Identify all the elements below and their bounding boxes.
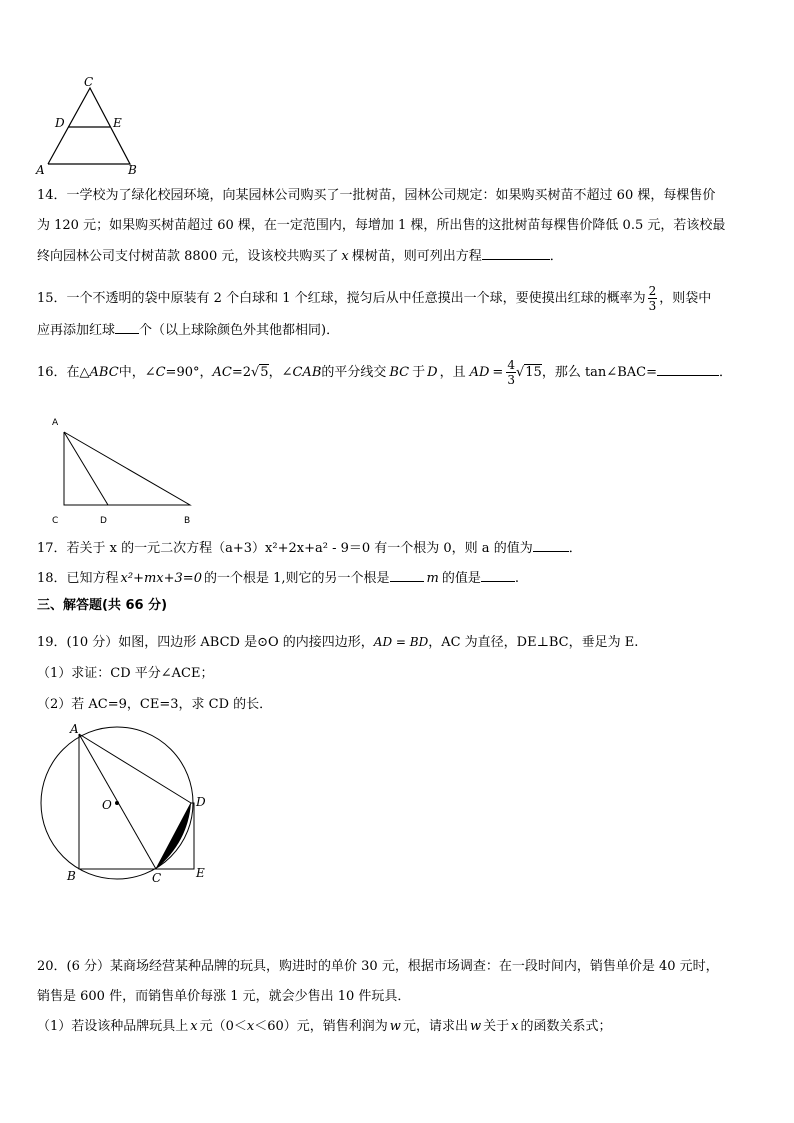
- q14-line3-text-a: 终向园林公司支付树苗款 8800 元，设该校共购买了: [37, 249, 339, 264]
- label-a2: A: [52, 418, 59, 428]
- q19-sub1: （1）求证：CD 平分∠ACE；: [37, 666, 214, 681]
- q15-line1: [37, 284, 711, 313]
- q16-text-8: ，且: [439, 365, 466, 380]
- q18-end: .: [514, 571, 519, 586]
- q20-s1-text-f: 的函数关系式；: [520, 1019, 612, 1034]
- label-d: D: [55, 116, 65, 130]
- q19-text-b: ，AC 为直径，DE⊥BC，垂足为 E.: [428, 635, 639, 650]
- q17-end: ．: [568, 541, 582, 556]
- q16-frac-den: 3: [507, 373, 515, 387]
- right-triangle-outline: [64, 432, 190, 505]
- q18-answer-blank-1[interactable]: [390, 581, 424, 582]
- q17-text: 17．若关于 x 的一元二次方程（a+3）x²+2x+a² - 9＝0 有一个根为 0，则 a 的值为: [37, 541, 533, 556]
- q16-text-3: =90°，: [165, 365, 213, 380]
- q20-w2: w: [469, 1019, 482, 1034]
- q15-answer-blank[interactable]: [115, 333, 139, 334]
- label-d2: D: [100, 516, 107, 526]
- q18-equation: x²+mx+3=0: [120, 571, 202, 586]
- label-a: A: [36, 163, 45, 177]
- q16-ac: AC: [212, 365, 232, 380]
- q18-answer-blank-2[interactable]: [481, 581, 515, 582]
- label-c: C: [84, 75, 94, 89]
- q19-text-a: 19．(10 分）如图，四边形 ABCD 是⊙O 的内接四边形，: [37, 635, 374, 650]
- q20-x3: x: [511, 1019, 519, 1034]
- label-e: E: [113, 116, 122, 130]
- q16-text-4: =2: [231, 365, 251, 380]
- q16-abc: ABC: [89, 365, 119, 380]
- label-b3: B: [67, 869, 76, 883]
- label-e3: E: [196, 866, 205, 880]
- q20-s1-text-b: 元（0＜: [199, 1019, 247, 1034]
- q16-d: D: [427, 365, 438, 380]
- q20-s1-text-d: 元，请求出: [402, 1019, 468, 1034]
- q15-line1-text-b: ，则袋中: [659, 291, 712, 306]
- q20-sub1: [37, 1019, 611, 1035]
- q18-text-a: 18．已知方程: [37, 571, 119, 586]
- q14-answer-blank[interactable]: [482, 259, 550, 260]
- q16-text-1: 16．在△: [37, 365, 90, 380]
- q18-text-b: 的一个根是 1,则它的另一个根是: [203, 571, 390, 586]
- q15-line1-text-a: 15．一个不透明的袋中原装有 2 个白球和 1 个红球，搅匀后从中任意摸出一个球，要使摸出红球的概率为: [37, 291, 646, 306]
- q19-sub2: （2）若 AC=9，CE=3，求 CD 的长．: [37, 697, 273, 712]
- q16-cab: CAB: [292, 365, 322, 380]
- q15-fraction: [648, 284, 658, 313]
- label-c3: C: [152, 871, 162, 884]
- q20-x1: x: [190, 1019, 198, 1034]
- section-heading: 三、解答题(共 66 分): [37, 598, 168, 613]
- q16-bc: BC: [389, 365, 410, 380]
- q16-frac-num: 4: [507, 358, 515, 372]
- q16-answer-blank[interactable]: [657, 375, 719, 376]
- q20-w1: w: [389, 1019, 401, 1034]
- q16-line: 16．在△ABC中，∠C=90°，AC=2√5，∠CAB的平分线交 BC 于 D ，且 AD = $\frac{4}{3}$ √15，那么 tan∠BAC= ．: [37, 358, 732, 387]
- label-b: B: [128, 163, 137, 177]
- q18-m: m: [426, 571, 439, 586]
- right-triangle-figure: [44, 412, 204, 530]
- label-c2: C: [52, 516, 59, 526]
- q15-frac-den: 3: [648, 299, 657, 313]
- q20-x2: x: [246, 1019, 255, 1034]
- q17-answer-blank[interactable]: [533, 551, 569, 552]
- label-b2: B: [184, 516, 191, 526]
- q16-text-5: ，∠: [268, 365, 293, 380]
- q20-line1: 20．(6 分）某商场经营某种品牌的玩具，购进时的单价 30 元，根据市场调查：在一段时间内，销售单价是 40 元时，: [37, 959, 719, 974]
- q20-s1-text-a: （1）若设该种品牌玩具上: [37, 1019, 189, 1034]
- q20-s1-text-c: ＜60）元，销售利润为: [254, 1019, 388, 1034]
- q14-var-x: x: [341, 249, 349, 264]
- q15-line2: [37, 323, 339, 339]
- triangle-figure: [30, 74, 150, 178]
- q17-line: [37, 541, 582, 557]
- q16-c: C: [155, 365, 166, 380]
- q16-text-7: 于: [412, 365, 426, 380]
- q20-s1-text-e: 关于: [483, 1019, 510, 1034]
- circle-figure: [36, 722, 216, 884]
- q16-ad: AD: [469, 365, 490, 380]
- q16-sqrt5: 5: [260, 365, 269, 380]
- q16-bac: BAC: [617, 365, 647, 380]
- q16-text-9: ，那么 tan∠: [541, 365, 618, 380]
- segment-ad: [64, 432, 108, 505]
- q16-sqrt15: 15: [525, 365, 542, 380]
- q20-line2: 销售是 600 件，而销售单价每涨 1 元，就会少售出 10 件玩具．: [37, 989, 411, 1004]
- q16-eq: =: [492, 365, 504, 380]
- q16-text-6: 的平分线交: [321, 365, 387, 380]
- q15-frac-num: 2: [648, 284, 657, 298]
- q14-line3-end: ．: [549, 249, 563, 264]
- q19-line: [37, 629, 638, 653]
- label-d3: D: [196, 795, 206, 809]
- center-dot: [115, 801, 119, 805]
- q16-text-2: 中，∠: [118, 365, 156, 380]
- q19-arc-equation: AD = BD: [373, 635, 429, 649]
- q18-line: [37, 571, 519, 587]
- q14-line1: 14．一学校为了绿化校园环境，向某园林公司购买了一批树苗，园林公司规定：如果购买树苗不超过 60 棵，每棵售价: [37, 188, 716, 203]
- q14-line3: [37, 249, 563, 265]
- q16-text-10: =: [646, 365, 657, 380]
- label-a3: A: [70, 722, 79, 736]
- q16-fraction: [506, 358, 516, 387]
- q14-line2: 为 120 元；如果购买树苗超过 60 棵，在一定范围内，每增加 1 棵，所出售的这批树苗每棵售价降低 0.5 元，若该校最: [37, 218, 726, 233]
- label-o: O: [102, 798, 112, 812]
- q14-line3-text-b: 棵树苗，则可列出方程: [351, 249, 482, 264]
- q16-end: ．: [718, 365, 732, 380]
- q15-line2-text-a: 应再添加红球: [37, 323, 116, 338]
- q15-line2-text-b: 个（以上球除颜色外其他都相同)．: [139, 323, 340, 338]
- q18-text-c: 的值是: [441, 571, 481, 586]
